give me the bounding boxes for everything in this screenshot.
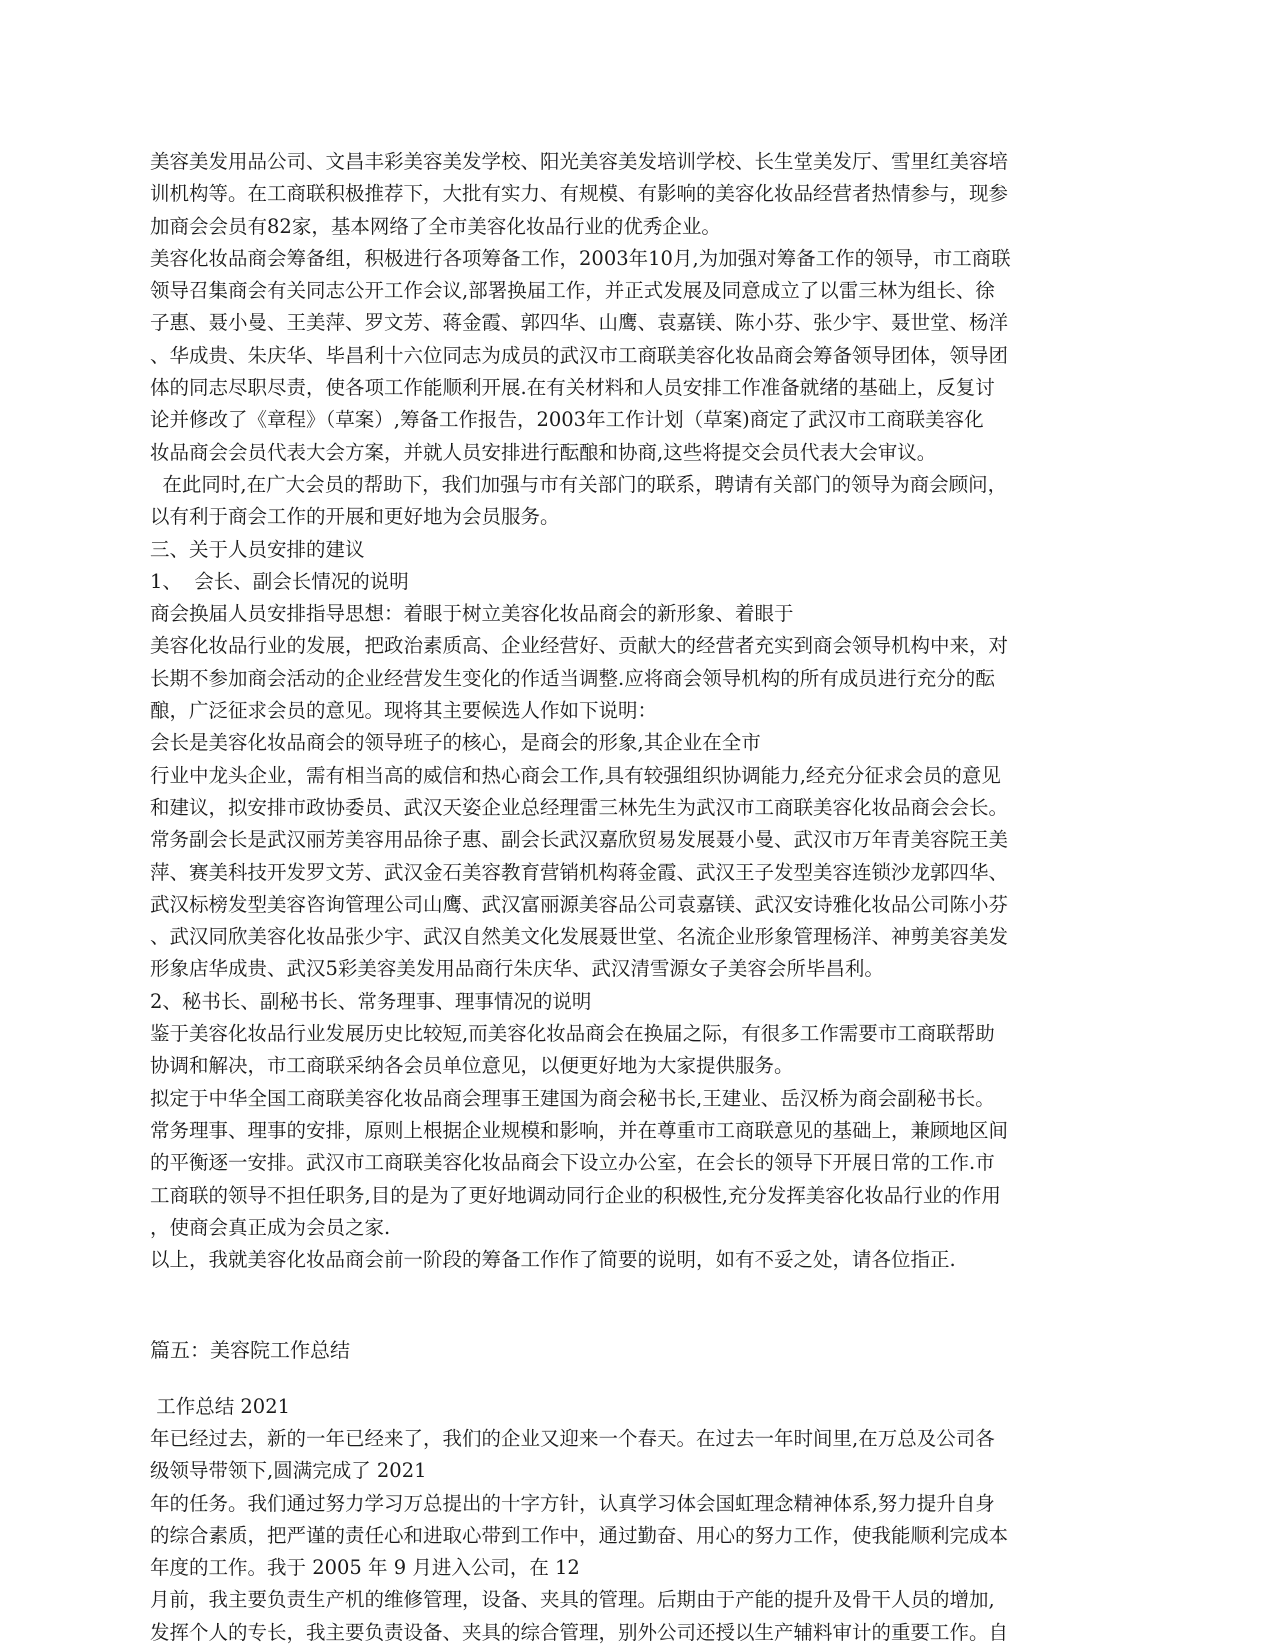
text-line: 行业中龙头企业，需有相当高的威信和热心商会工作,具有较强组织协调能力,经充分征求会员的意见 (150, 763, 1001, 787)
text-line: 年已经过去，新的一年已经来了，我们的企业又迎来一个春天。在过去一年时间里,在万总及公司各 (150, 1426, 995, 1450)
section-subheading: 三、关于人员安排的建议 (150, 537, 365, 561)
text-line: 协调和解决，市工商联采纳各会员单位意见，以便更好地为大家提供服务。 (150, 1054, 794, 1078)
text-line: ，使商会真正成为会员之家. (150, 1215, 391, 1239)
text-line: 加商会会员有82家，基本网络了全市美容化妆品行业的优秀企业。 (150, 214, 721, 238)
text-line: 发挥个人的专长，我主要负责设备、夹具的综合管理，别外公司还授以生产辅料审计的重要工作。自 (150, 1620, 1009, 1644)
text-line: 形象店华成贵、武汉5彩美容美发用品商行朱庆华、武汉清雪源女子美容会所毕昌利。 (150, 957, 884, 981)
text-line: 体的同志尽职尽责，使各项工作能顺利开展.在有关材料和人员安排工作准备就绪的基础上，反复讨 (150, 376, 995, 400)
text-line: 以有利于商会工作的开展和更好地为会员服务。 (150, 505, 560, 529)
text-line: 美容化妆品行业的发展，把政治素质高、企业经营好、贡献大的经营者充实到商会领导机构中来，对 (150, 634, 1009, 658)
text-line: 领导召集商会有关同志公开工作会议,部署换届工作，并正式发展及同意成立了以雷三林为组长、徐 (150, 279, 995, 303)
text-line: 工商联的领导不担任职务,目的是为了更好地调动同行企业的积极性,充分发挥美容化妆品行业的作用 (150, 1183, 1001, 1207)
spacer (150, 1276, 1122, 1334)
text-line: 工作总结 2021 (150, 1394, 291, 1418)
text-line: 商会换届人员安排指导思想：着眼于树立美容化妆品商会的新形象、着眼于 (150, 602, 794, 626)
document-page (150, 146, 1122, 1649)
text-line: 常务理事、理事的安排，原则上根据企业规模和影响，并在尊重市工商联意见的基础上，兼顾地区间 (150, 1118, 1009, 1142)
text-line: 长期不参加商会活动的企业经营发生变化的作适当调整.应将商会领导机构的所有成员进行充分的酝 (150, 666, 995, 690)
section-body-a (150, 146, 1122, 1276)
text-line: 武汉标榜发型美容咨询管理公司山鹰、武汉富丽源美容品公司袁嘉镁、武汉安诗雅化妆品公司陈小芬 (150, 892, 1009, 916)
text-line: 月前，我主要负责生产机的维修管理，设备、夹具的管理。后期由于产能的提升及骨干人员的增加, (150, 1588, 995, 1612)
section-subheading: 1、 会长、副会长情况的说明 (150, 569, 409, 593)
text-line: 酿，广泛征求会员的意见。现将其主要候选人作如下说明： (150, 699, 658, 723)
text-line: 拟定于中华全国工商联美容化妆品商会理事王建国为商会秘书长,王建业、岳汉桥为商会副秘书长。 (150, 1086, 995, 1110)
spacer (150, 1367, 1122, 1391)
article-heading: 篇五：美容院工作总结 (150, 1338, 350, 1363)
text-line: 鉴于美容化妆品行业发展历史比较短,而美容化妆品商会在换届之际，有很多工作需要市工商联帮助 (150, 1022, 995, 1046)
text-line: 训机构等。在工商联积极推荐下，大批有实力、有规模、有影响的美容化妆品经营者热情参与，现参 (150, 182, 1009, 206)
text-line: 的综合素质，把严谨的责任心和进取心带到工作中，通过勤奋、用心的努力工作，使我能顺利完成本 (150, 1523, 1009, 1547)
text-line: 、华成贵、朱庆华、毕昌利十六位同志为成员的武汉市工商联美容化妆品商会筹备领导团体，领导团 (150, 343, 1009, 367)
text-line: 、武汉同欣美容化妆品张少宇、武汉自然美文化发展聂世堂、名流企业形象管理杨洋、神剪美容美发 (150, 925, 1009, 949)
section-body-b (150, 1391, 1122, 1649)
text-line: 以上，我就美容化妆品商会前一阶段的筹备工作作了简要的说明，如有不妥之处，请各位指正. (150, 1248, 956, 1272)
text-line: 论并修改了《章程》（草案）,筹备工作报告，2003年工作计划（草案)商定了武汉市工商联美容化 (150, 408, 984, 432)
text-line: 会长是美容化妆品商会的领导班子的核心，是商会的形象,其企业在全市 (150, 731, 761, 755)
section-subheading: 2、秘书长、副秘书长、常务理事、理事情况的说明 (150, 989, 592, 1013)
text-line: 年的任务。我们通过努力学习万总提出的十字方针，认真学习体会国虹理念精神体系,努力提升自身 (150, 1491, 995, 1515)
text-line: 级领导带领下,圆满完成了 2021 (150, 1459, 427, 1483)
text-line: 妆品商会会员代表大会方案，并就人员安排进行酝酿和协商,这些将提交会员代表大会审议。 (150, 440, 937, 464)
text-line: 子惠、聂小曼、王美萍、罗文芳、蒋金霞、郭四华、山鹰、袁嘉镁、陈小芬、张少宇、聂世堂、杨洋 (150, 311, 1009, 335)
text-line: 在此同时,在广大会员的帮助下，我们加强与市有关部门的联系，聘请有关部门的领导为商会顾问， (150, 472, 1008, 496)
text-line: 年度的工作。我于 2005 年 9 月进入公司，在 12 (150, 1556, 580, 1580)
text-line: 和建议，拟安排市政协委员、武汉天姿企业总经理雷三林先生为武汉市工商联美容化妆品商会会长。 (150, 795, 1009, 819)
text-line: 美容美发用品公司、文昌丰彩美容美发学校、阳光美容美发培训学校、长生堂美发厅、雪里红美容培 (150, 150, 1009, 173)
text-line: 美容化妆品商会筹备组，积极进行各项筹备工作，2003年10月,为加强对筹备工作的领导，市工商联 (150, 246, 1011, 270)
text-line: 常务副会长是武汉丽芳美容用品徐子惠、副会长武汉嘉欣贸易发展聂小曼、武汉市万年青美容院王美 (150, 828, 1009, 852)
text-line: 萍、赛美科技开发罗文芳、武汉金石美容教育营销机构蒋金霞、武汉王子发型美容连锁沙龙郭四华、 (150, 860, 1009, 884)
text-line: 的平衡逐一安排。武汉市工商联美容化妆品商会下设立办公室，在会长的领导下开展日常的工作.市 (150, 1151, 995, 1175)
